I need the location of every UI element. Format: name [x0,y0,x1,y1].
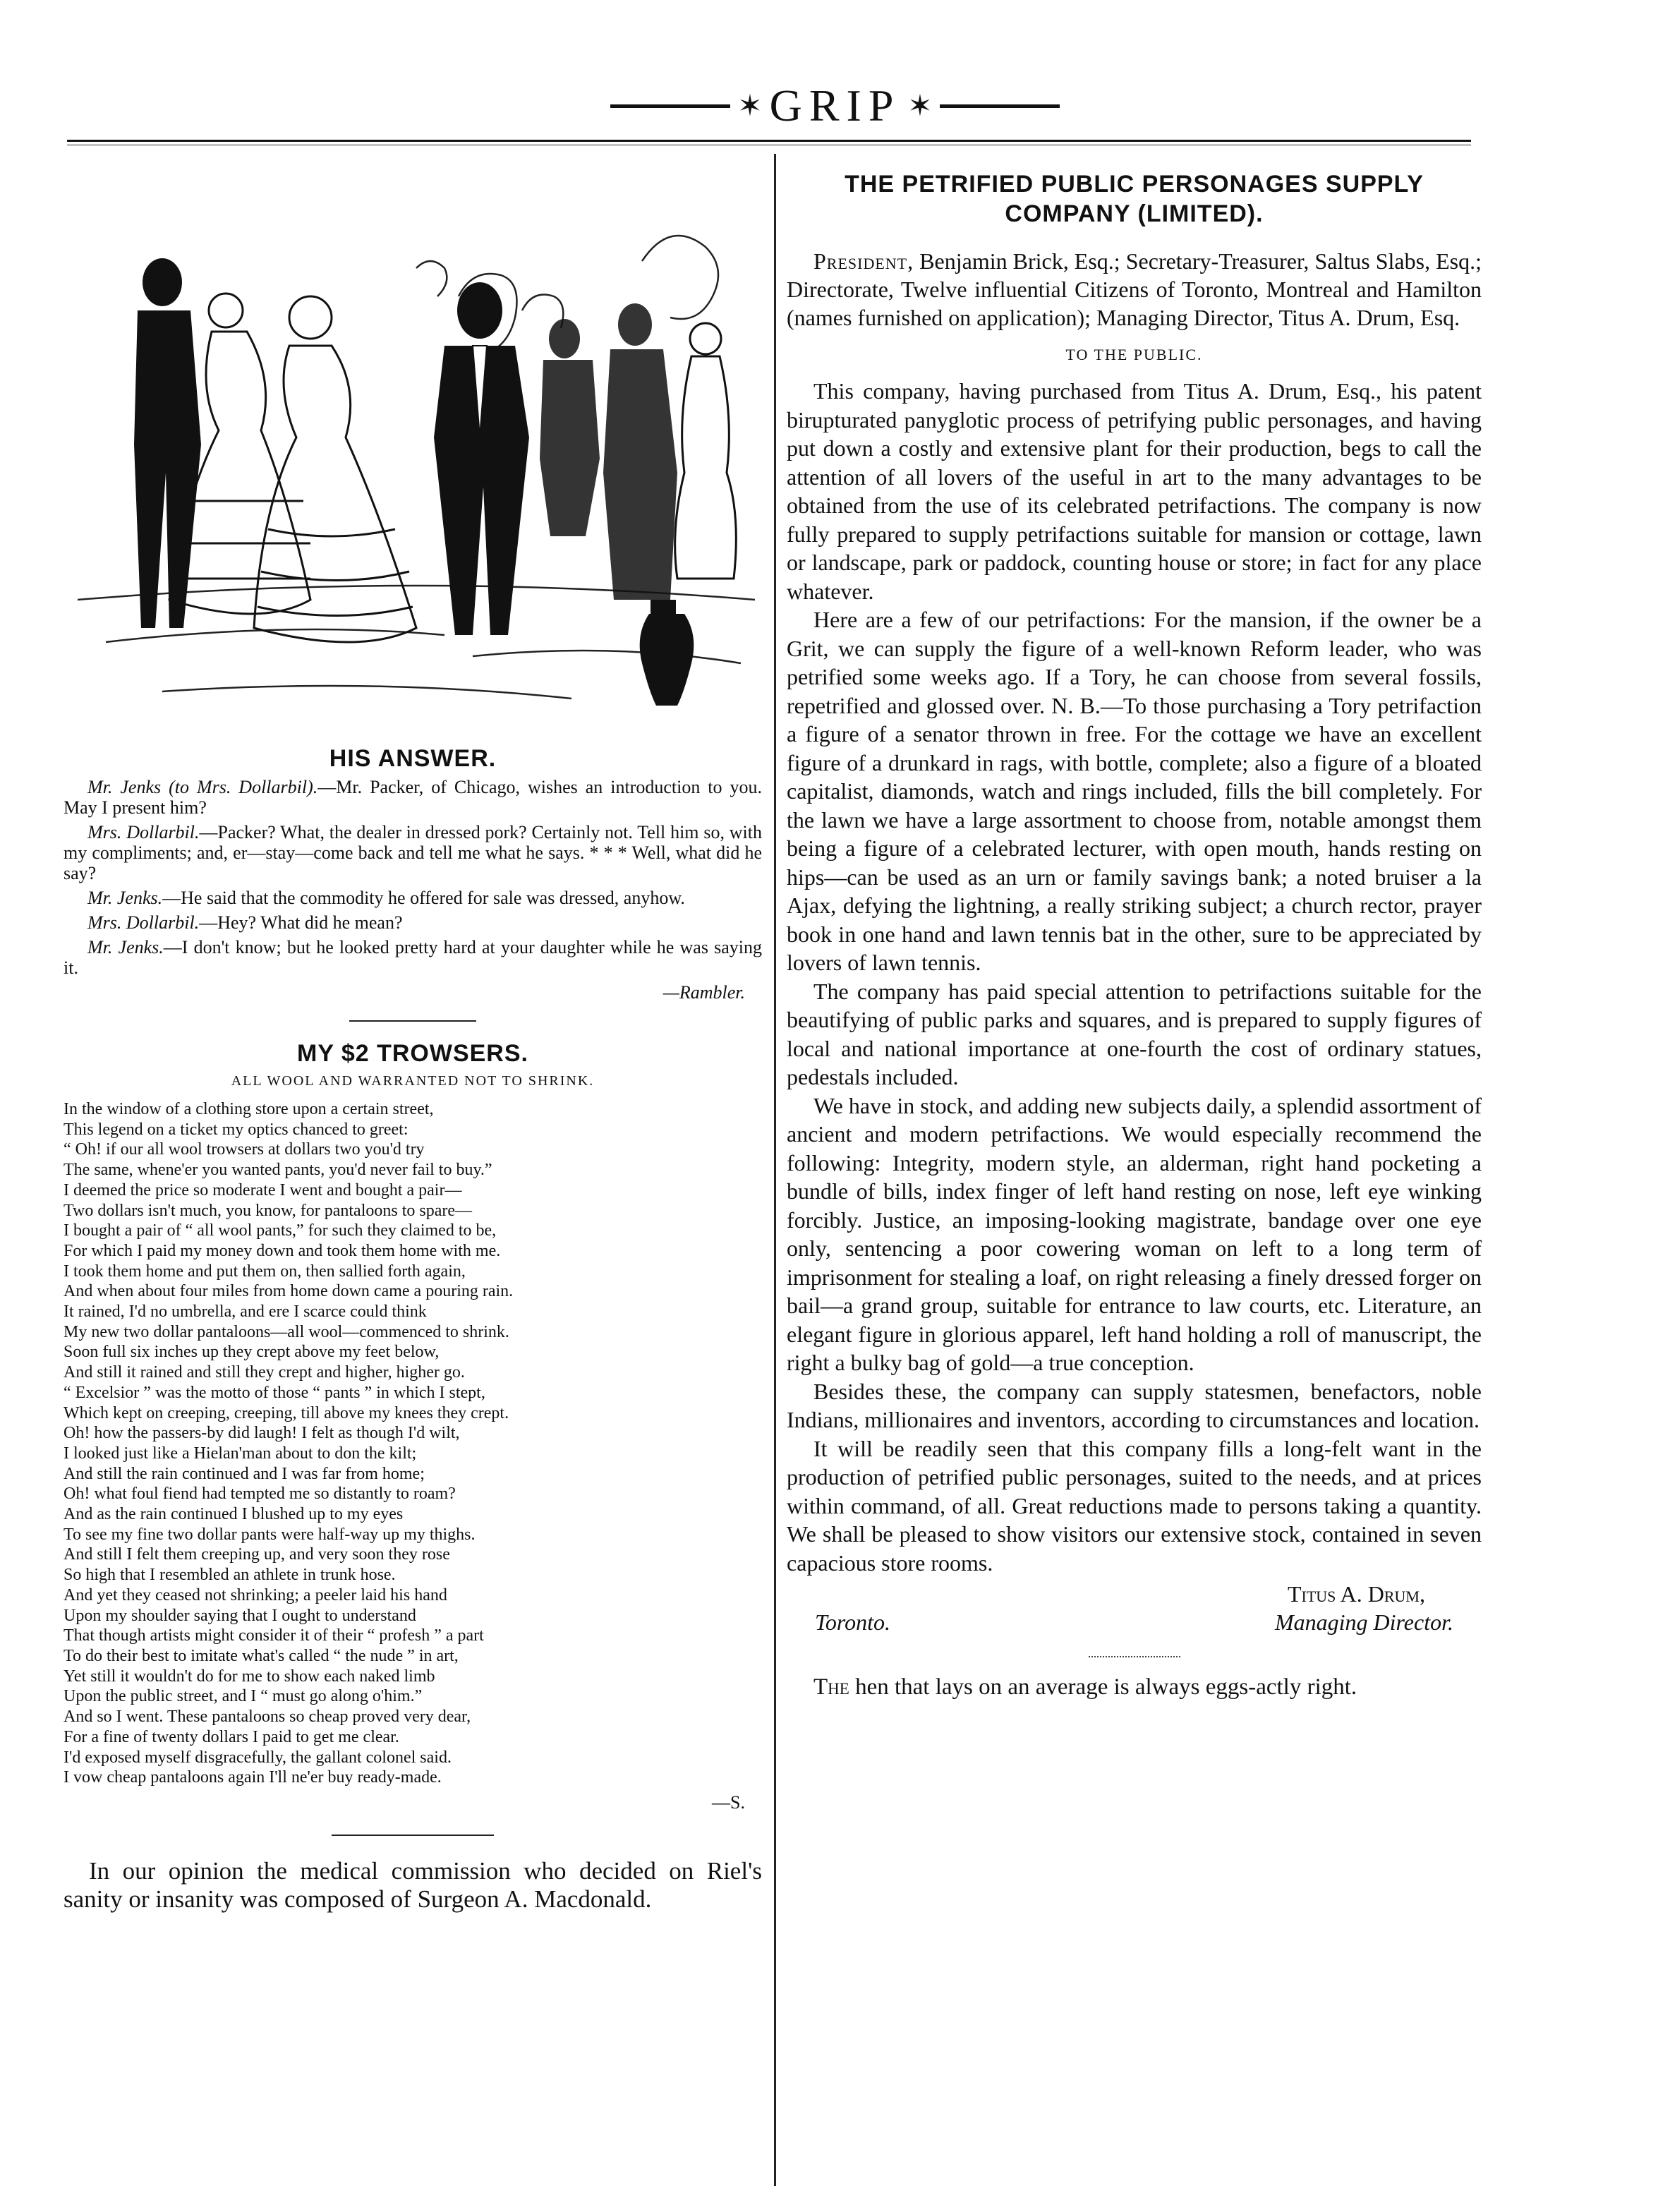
dialogue-line [63,777,762,818]
masthead-rule-left [610,104,730,108]
trowsers-poem [63,1099,762,1788]
officers-lead: President, [813,248,914,274]
poem-line: Oh! how the passers-by did laugh! I felt as though I'd wilt, [63,1424,460,1443]
section-rule [332,1835,494,1836]
his-answer-title: HIS ANSWER. [329,745,497,772]
dialogue-speaker: Mr. Jenks. [87,888,163,908]
right-column [787,162,1482,1701]
poem-line: This legend on a ticket my optics chanced to greet: [63,1120,409,1139]
to-the-public-heading: TO THE PUBLIC. [1065,346,1203,363]
masthead-title: GRIP [769,80,901,131]
left-column [63,162,762,1914]
signoff [787,1581,1482,1640]
poem-line: “ Excelsior ” was the motto of those “ pants ” in which I stept, [63,1383,485,1402]
dialogue-text: —He said that the commodity he offered for sale was dressed, anyhow. [162,888,685,908]
masthead [0,78,1670,134]
hen-text: hen that lays on an average is always eggs-actly right. [855,1674,1357,1700]
poem-line: The same, whene'er you wanted pants, you'd never fail to buy.” [63,1161,492,1180]
dialogue-speaker: Mrs. Dollarbil. [87,912,200,933]
poem-line: I deemed the price so moderate I went and bought a pair— [63,1180,462,1199]
poem-line: Which kept on creeping, creeping, till above my knees they crept. [63,1403,509,1422]
dotted-rule [1089,1656,1180,1657]
poem-line: Soon full six inches up they crept above my feet below, [63,1343,440,1362]
hen-first-word: The [813,1674,849,1700]
poem-line: And still the rain continued and I was far from home; [63,1464,425,1483]
poem-line: And when about four miles from home down came a pouring rain. [63,1282,514,1301]
dialogue-text: —I don't know; but he looked pretty hard at your daughter while he was saying it. [63,937,762,978]
dialogue-line [63,937,762,978]
riel-paragraph: In our opinion the medical commission who decided on Riel's sanity or insanity was composed of Surgeon A. Macdonald. [63,1856,762,1913]
body-paragraph: This company, having purchased from Titus A. Drum, Esq., his patent birupturated panyglotic process of petrifying public personages, and having put down a costly and extensive plant for their production, begs to call the attention of all lovers of the useful in art to the many advantages to be obtained from the use of its celebrated petrifactions. The company is now fully prepared to supply petrifactions suitable for mansion or cottage, lawn or landscape, park or paddock, counting house or store; in fact for any place whatever. [787,378,1482,604]
poem-line: I'd exposed myself disgracefully, the gallant colonel said. [63,1748,452,1767]
trowsers-subtitle: ALL WOOL AND WARRANTED NOT TO SHRINK. [231,1073,595,1089]
body-paragraph: It will be readily seen that this company fills a long-felt want in the production of petrified public personages, suited to the needs, and at prices within command, of all. Great reductions made to persons taking a quantity. We shall be pleased to show visitors our extensive stock, contained in seven capacious store rooms. [787,1435,1482,1576]
body-paragraph: We have in stock, and adding new subjects daily, a splendid assortment of ancient and modern petrifactions. We would especially recommend the following: Integrity, modern style, an alderman, right hand pocketing a bundle of bills, index finger of left hand resting on nose, left eye winking forcibly. Justice, an imposing-looking magistrate, bandage over one eye only, sentencing a poor cowering woman on left to a long term of imprisonment for stealing a loaf, on right releasing a finely dressed forger on bail—a grand group, suitable for entrance to law courts, etc. Literature, an elegant figure in glorious apparel, left hand holding a roll of manuscript, the right a bulky bag of gold—a true conception. [787,1092,1482,1375]
officers-text: Benjamin Brick, Esq.; Secretary-Treasurer, Saltus Slabs, Esq.; Directorate, Twelve influential Citizens of Toronto, Montreal and Hamilton (names furnished on application); Managing Director, Titus A. Drum, Esq. [787,248,1482,330]
masthead-rule-right [940,104,1060,108]
dialogue-text: —Packer? What, the dealer in dressed pork? Certainly not. Tell him so, with my compliments; and, er—stay—come back and tell me what he says. * * * Well, what did he say? [63,822,763,883]
section-rule [349,1020,476,1022]
poem-line: Upon my shoulder saying that I ought to understand [63,1606,416,1625]
dialogue-speaker: Mrs. Dollarbil. [87,822,200,842]
poem-line: Oh! what foul fiend had tempted me so distantly to roam? [63,1485,456,1504]
star-icon: ✶ [907,90,933,123]
ballroom-engraving-icon [78,205,755,720]
poem-line: And yet they ceased not shrinking; a peeler laid his hand [63,1585,447,1604]
poem-line: I took them home and put them on, then sallied forth again, [63,1262,466,1281]
poem-line: And still it rained and still they crept and higher, higher go. [63,1363,465,1382]
ballroom-illustration [78,205,755,720]
officers-paragraph [787,247,1482,332]
poem-line: Upon the public street, and I “ must go along o'him.” [63,1687,423,1706]
dialogue-speaker: Mr. Jenks (to Mrs. Dollarbil). [87,777,318,797]
poem-line: That though artists might consider it of their “ profesh ” a part [63,1626,484,1645]
petrified-title: THE PETRIFIED PUBLIC PERSONAGES SUPPLY COMPANY (LIMITED). [845,171,1424,227]
poem-line: To see my fine two dollar pants were half-way up my thighs. [63,1525,476,1544]
dialogue-text: —Mr. Packer, of Chicago, wishes an introduction to you. May I present him? [63,777,762,818]
poem-line: My new two dollar pantaloons—all wool—commenced to shrink. [63,1322,509,1341]
poem-line: In the window of a clothing store upon a certain street, [63,1100,434,1118]
trowsers-signature: —S. [712,1791,745,1813]
his-answer-signature: —Rambler. [662,982,745,1003]
poem-line: Yet still it wouldn't do for me to show each naked limb [63,1667,435,1686]
poem-line: I bought a pair of “ all wool pants,” for such they claimed to be, [63,1221,497,1240]
petrified-body [787,377,1482,1577]
poem-line: It rained, I'd no umbrella, and ere I scarce could think [63,1303,427,1322]
signer-city: Toronto. [815,1609,891,1635]
poem-line: For which I paid my money down and took them home with me. [63,1241,501,1260]
signer-role: Managing Director. [1274,1609,1453,1635]
column-divider [774,154,776,2186]
dialogue-line [63,912,762,933]
poem-line: I looked just like a Hielan'man about to don the kilt; [63,1444,417,1463]
poem-line: To do their best to imitate what's called “ the nude ” in art, [63,1646,459,1665]
body-paragraph: Here are a few of our petrifactions: For the mansion, if the owner be a Grit, we can supply the figure of a well-known Reform leader, who was petrified some weeks ago. If a Tory, he can choose from several fossils, repetrified and glossed over. N. B.—To those purchasing a Tory petrifaction a figure of a senator thrown in free. For the cottage we have an excellent figure of a drunkard in rags, with bottle, complete; also a figure of a bloated capitalist, diamonds, watch and rings included, fills the bill completely. For the lawn we have a large assortment to choose from, notable amongst them being a figure of a celebrated lecturer, with open mouth, hands resting on hips—can be used as an urn or family savings bank; a noted bruiser a la Ajax, defying the lightning, a really striking subject; a church rector, prayer book in one hand and lawn tennis bat in the other, sure to be appreciated by lovers of lawn tennis. [787,607,1482,975]
poem-line: For a fine of twenty dollars I paid to get me clear. [63,1727,399,1746]
trowsers-title: MY $2 TROWSERS. [297,1040,528,1067]
hen-paragraph [787,1673,1482,1701]
body-paragraph: Besides these, the company can supply statesmen, benefactors, noble Indians, millionaires and inventors, according to circumstances and location. [787,1378,1482,1432]
poem-line: So high that I resembled an athlete in trunk hose. [63,1566,396,1585]
poem-line: And still I felt them creeping up, and very soon they rose [63,1545,450,1564]
dialogue-text: —Hey? What did he mean? [199,912,403,933]
poem-line: Two dollars isn't much, you know, for pantaloons to spare— [63,1201,472,1220]
dialogue-speaker: Mr. Jenks. [87,937,164,957]
his-answer-dialogue [63,777,762,978]
poem-line: “ Oh! if our all wool trowsers at dollars two you'd try [63,1140,425,1159]
poem-line: I vow cheap pantaloons again I'll ne'er buy ready-made. [63,1768,442,1787]
star-icon: ✶ [737,90,763,123]
signer-name: Titus A. Drum, [1287,1581,1425,1607]
poem-line: And so I went. These pantaloons so cheap proved very dear, [63,1708,471,1727]
poem-line: And as the rain continued I blushed up to my eyes [63,1505,404,1524]
header-rule [67,140,1471,145]
dialogue-line [63,888,762,908]
body-paragraph: The company has paid special attention to petrifactions suitable for the beautifying of public parks and squares, and is prepared to supply figures of local and national importance at one-fourth the cost of ordinary statues, pedestals included. [787,978,1482,1089]
dialogue-line [63,822,762,883]
